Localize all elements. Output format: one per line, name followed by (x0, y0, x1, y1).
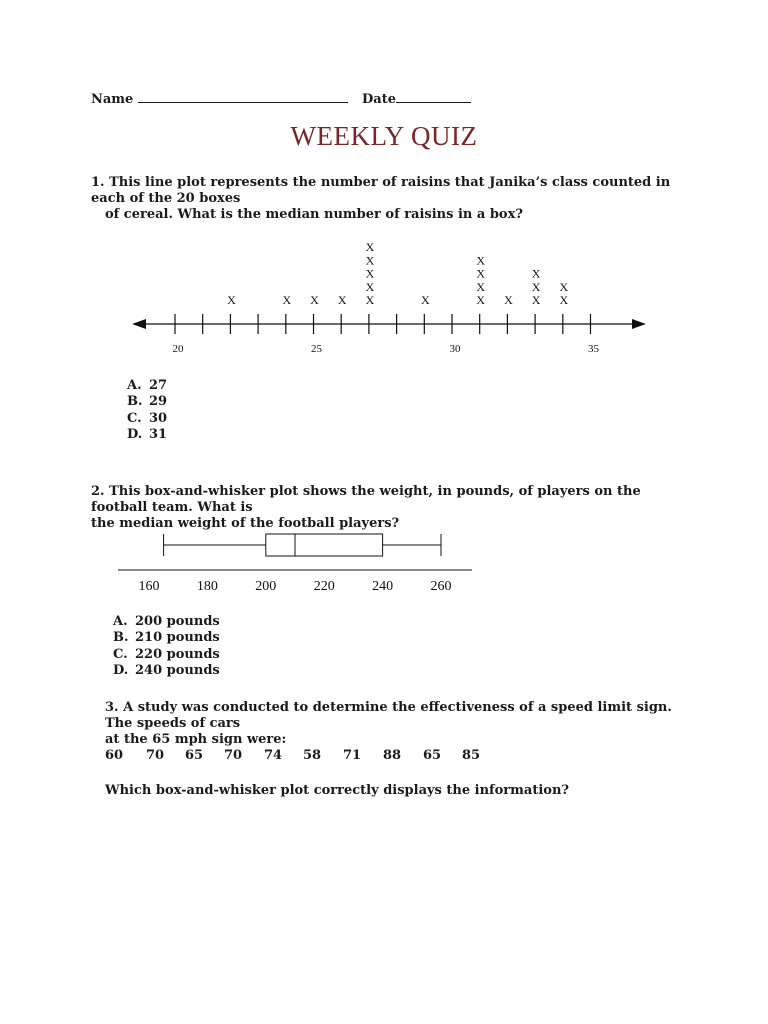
tick-label: 35 (588, 343, 599, 355)
choice-1c[interactable]: C. 30 (127, 410, 168, 426)
choice-1b[interactable]: B. 29 (127, 394, 168, 410)
question-2-line-1: 2. This box-and-whisker plot shows the weight, in pounds, of players on the football team. What is (91, 484, 641, 515)
name-blank[interactable] (138, 90, 348, 103)
x-mark: X (504, 293, 513, 307)
x-mark: X (531, 266, 541, 281)
date-label: Date (362, 92, 396, 107)
date-blank[interactable] (396, 90, 471, 103)
name-label: Name (91, 92, 134, 107)
x-mark: X (282, 293, 292, 307)
tick-label: 240 (372, 579, 394, 594)
x-mark: X (476, 279, 486, 294)
tick-label: 260 (430, 579, 452, 594)
tick-label: 180 (196, 579, 218, 594)
speed-value: 88 (383, 748, 402, 763)
tick-label: 30 (449, 343, 461, 355)
tick-label: 20 (172, 343, 184, 355)
raisins-line-plot (0, 230, 768, 360)
question-3 (105, 700, 695, 748)
tick-label: 160 (138, 579, 160, 594)
box (266, 534, 383, 556)
x-mark: X (476, 266, 486, 281)
x-mark: X (365, 293, 375, 307)
x-mark: X (337, 293, 347, 307)
page-title: WEEKLY QUIZ (290, 121, 478, 151)
speed-value: 70 (146, 748, 165, 763)
choice-1d[interactable]: D. 31 (127, 426, 168, 442)
question-1-line-1: 1. This line plot represents the number of raisins that Janika’s class counted in each of the 20 boxes (91, 175, 671, 206)
speed-value: 74 (264, 748, 283, 763)
x-mark: X (310, 293, 319, 307)
choice-2a[interactable]: A. 200 pounds (113, 614, 220, 629)
question-3-line-2: at the 65 mph sign were: (105, 732, 287, 747)
speed-value: 58 (303, 748, 322, 763)
tick-label: 220 (313, 579, 335, 594)
tick-label: 25 (311, 343, 322, 355)
choice-2b[interactable]: B. 210 pounds (113, 630, 220, 646)
axis-arrow-left (132, 319, 146, 329)
speed-value: 70 (224, 748, 243, 763)
choice-2d[interactable]: D. 240 pounds (113, 662, 220, 678)
axis-arrow-right (632, 319, 646, 329)
x-mark: X (365, 253, 375, 268)
speed-value: 65 (185, 748, 204, 763)
choice-1a[interactable]: A. 27 (127, 378, 168, 393)
date-field[interactable] (362, 90, 471, 107)
name-field[interactable] (91, 90, 348, 107)
choice-2c[interactable]: C. 220 pounds (113, 646, 220, 662)
weight-box-plot (0, 525, 768, 600)
speed-value: 71 (343, 748, 362, 763)
speed-value: 60 (105, 748, 124, 763)
question-1-choices (127, 378, 167, 443)
question-2-line-2: the median weight of the football players? (91, 516, 400, 531)
x-mark: X (365, 266, 375, 281)
tick-label: 200 (255, 579, 277, 594)
question-2-choices (113, 614, 220, 679)
question-3-prompt: Which box-and-whisker plot correctly displays the information? (105, 783, 570, 798)
question-1-line-2: of cereal. What is the median number of raisins in a box? (105, 207, 523, 222)
x-mark: X (227, 293, 236, 307)
speed-value: 65 (423, 748, 442, 763)
x-mark: X (476, 253, 486, 268)
question-3-line-1: 3. A study was conducted to determine the effectiveness of a speed limit sign. The speeds of cars (105, 700, 672, 731)
x-mark: X (559, 293, 569, 307)
question-1 (91, 175, 691, 223)
x-mark: X (365, 279, 375, 294)
x-mark: X (476, 293, 486, 307)
x-mark: X (365, 240, 375, 255)
x-mark: X (531, 279, 541, 294)
speed-value: 85 (462, 748, 481, 763)
x-mark: X (531, 293, 541, 307)
x-mark: X (559, 279, 569, 294)
x-mark: X (420, 293, 430, 307)
